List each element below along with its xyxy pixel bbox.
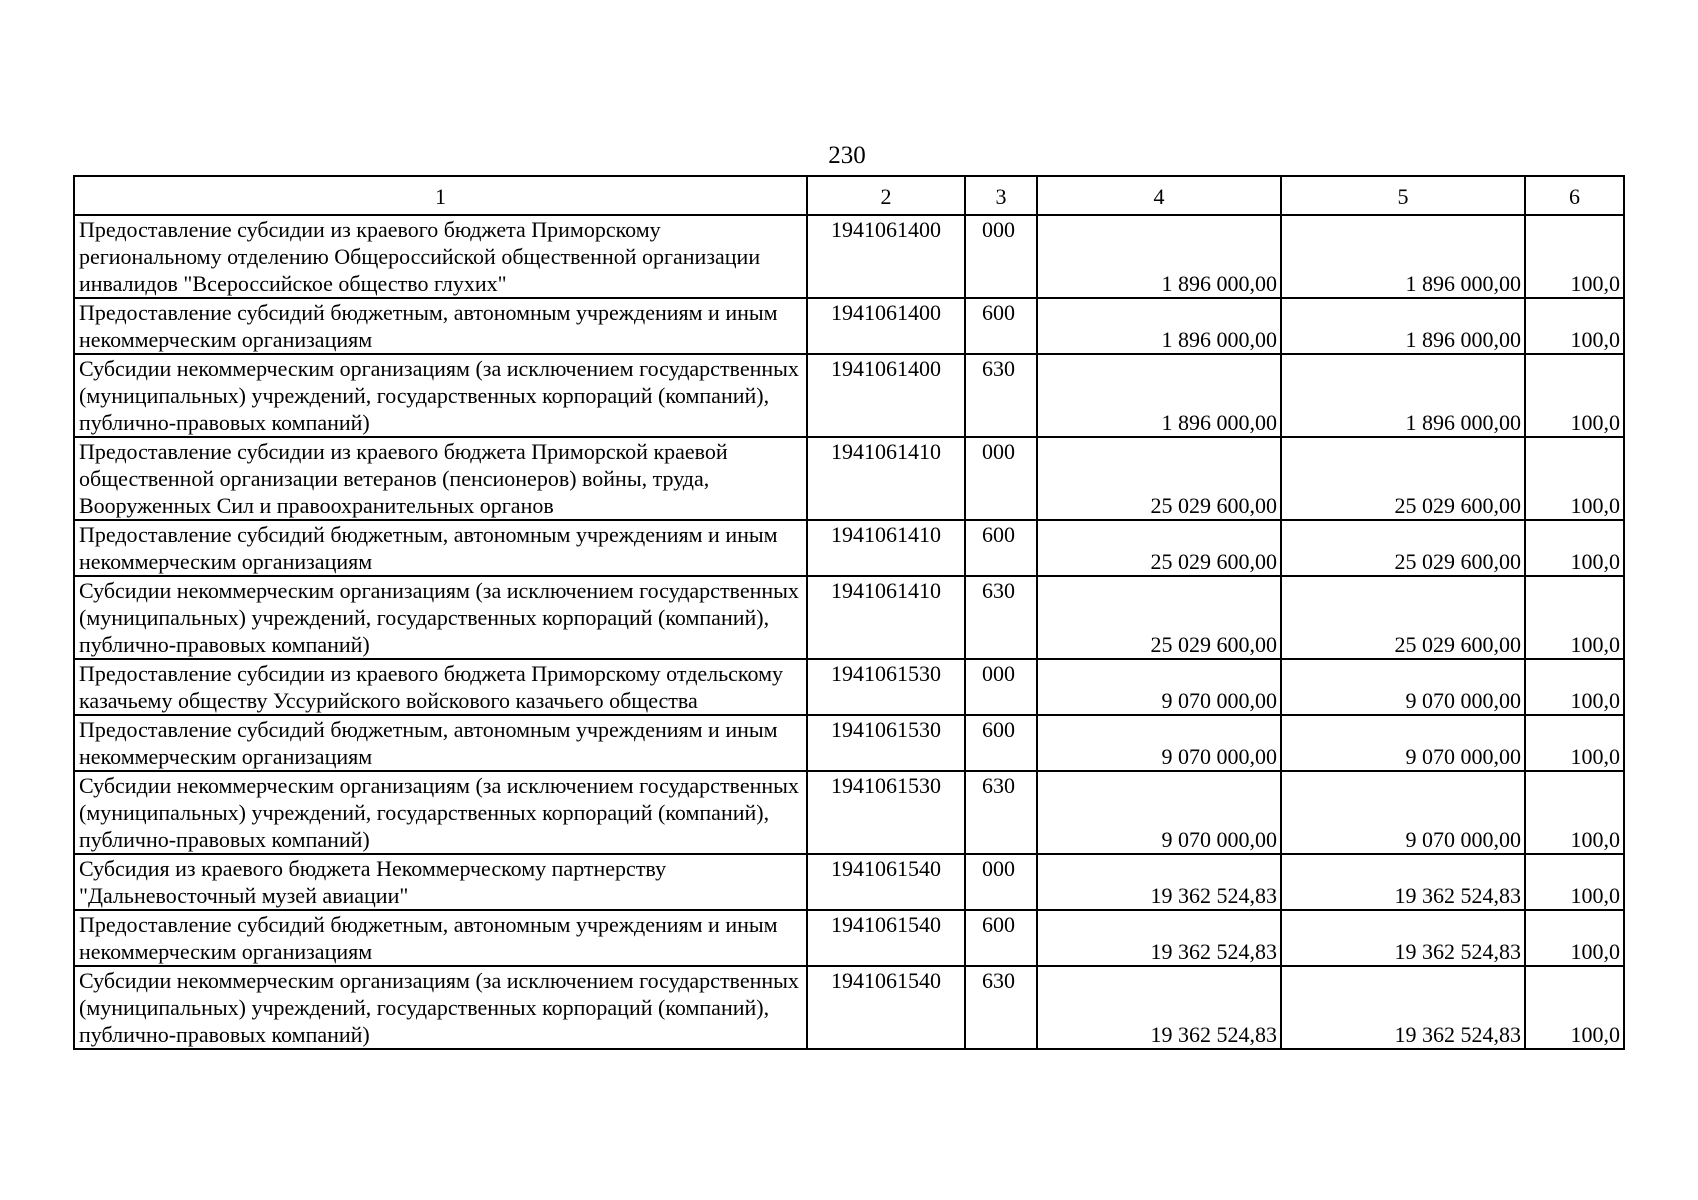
table-row	[74, 910, 1624, 966]
row-code: 1941061410	[807, 437, 965, 520]
row-name: Предоставление субсидий бюджетным, автономным учреждениям и иным некоммерческим организациям	[74, 715, 807, 771]
row-plan-amount: 1 896 000,00	[1037, 298, 1281, 354]
row-fact-amount: 9 070 000,00	[1281, 715, 1525, 771]
row-percent: 100,0	[1525, 437, 1624, 520]
row-name: Субсидии некоммерческим организациям (за исключением государственных (муниципальных) учреждений, государственных корпораций (компаний), публично-правовых компаний)	[74, 966, 807, 1049]
row-type: 600	[965, 520, 1037, 576]
row-name: Субсидии некоммерческим организациям (за исключением государственных (муниципальных) учреждений, государственных корпораций (компаний), публично-правовых компаний)	[74, 576, 807, 659]
row-name: Субсидия из краевого бюджета Некоммерческому партнерству "Дальневосточный музей авиации"	[74, 854, 807, 910]
row-code: 1941061540	[807, 910, 965, 966]
row-fact-amount: 1 896 000,00	[1281, 215, 1525, 298]
row-percent: 100,0	[1525, 520, 1624, 576]
row-percent: 100,0	[1525, 966, 1624, 1049]
row-code: 1941061540	[807, 854, 965, 910]
row-type: 630	[965, 354, 1037, 437]
row-percent: 100,0	[1525, 715, 1624, 771]
row-fact-amount: 9 070 000,00	[1281, 659, 1525, 715]
row-type: 000	[965, 659, 1037, 715]
row-plan-amount: 1 896 000,00	[1037, 215, 1281, 298]
row-plan-amount: 19 362 524,83	[1037, 854, 1281, 910]
row-name: Предоставление субсидий бюджетным, автономным учреждениям и иным некоммерческим организациям	[74, 298, 807, 354]
row-fact-amount: 9 070 000,00	[1281, 771, 1525, 854]
row-name: Предоставление субсидии из краевого бюджета Приморскому региональному отделению Общероссийской общественной организации инвалидов "Всероссийское общество глухих"	[74, 215, 807, 298]
column-header-1: 1	[74, 176, 807, 215]
table-row	[74, 771, 1624, 854]
row-code: 1941061530	[807, 715, 965, 771]
row-type: 000	[965, 437, 1037, 520]
row-fact-amount: 25 029 600,00	[1281, 520, 1525, 576]
row-code: 1941061530	[807, 659, 965, 715]
row-code: 1941061400	[807, 215, 965, 298]
row-type: 600	[965, 910, 1037, 966]
row-percent: 100,0	[1525, 576, 1624, 659]
row-fact-amount: 1 896 000,00	[1281, 354, 1525, 437]
row-plan-amount: 9 070 000,00	[1037, 659, 1281, 715]
row-percent: 100,0	[1525, 854, 1624, 910]
row-name: Предоставление субсидии из краевого бюджета Приморскому отдельскому казачьему обществу Уссурийского войскового казачьего общества	[74, 659, 807, 715]
row-name: Предоставление субсидий бюджетным, автономным учреждениям и иным некоммерческим организациям	[74, 520, 807, 576]
row-type: 600	[965, 715, 1037, 771]
row-name: Предоставление субсидий бюджетным, автономным учреждениям и иным некоммерческим организациям	[74, 910, 807, 966]
row-code: 1941061400	[807, 354, 965, 437]
row-fact-amount: 19 362 524,83	[1281, 966, 1525, 1049]
row-plan-amount: 19 362 524,83	[1037, 966, 1281, 1049]
header-row	[74, 176, 1624, 215]
column-header-2: 2	[807, 176, 965, 215]
column-header-4: 4	[1037, 176, 1281, 215]
budget-table	[73, 175, 1625, 1050]
table-row	[74, 576, 1624, 659]
row-type: 630	[965, 966, 1037, 1049]
table-row	[74, 520, 1624, 576]
row-code: 1941061530	[807, 771, 965, 854]
row-plan-amount: 25 029 600,00	[1037, 520, 1281, 576]
column-header-6: 6	[1525, 176, 1624, 215]
table-row	[74, 437, 1624, 520]
row-code: 1941061540	[807, 966, 965, 1049]
row-fact-amount: 25 029 600,00	[1281, 437, 1525, 520]
row-percent: 100,0	[1525, 298, 1624, 354]
row-fact-amount: 19 362 524,83	[1281, 854, 1525, 910]
table-row	[74, 854, 1624, 910]
row-type: 600	[965, 298, 1037, 354]
row-type: 630	[965, 576, 1037, 659]
row-name: Субсидии некоммерческим организациям (за исключением государственных (муниципальных) учреждений, государственных корпораций (компаний), публично-правовых компаний)	[74, 771, 807, 854]
row-plan-amount: 19 362 524,83	[1037, 910, 1281, 966]
row-percent: 100,0	[1525, 354, 1624, 437]
table-row	[74, 659, 1624, 715]
row-type: 630	[965, 771, 1037, 854]
page-number-text: 230	[828, 142, 866, 169]
row-plan-amount: 9 070 000,00	[1037, 715, 1281, 771]
row-type: 000	[965, 215, 1037, 298]
row-plan-amount: 1 896 000,00	[1037, 354, 1281, 437]
row-plan-amount: 25 029 600,00	[1037, 437, 1281, 520]
table-row	[74, 715, 1624, 771]
row-fact-amount: 25 029 600,00	[1281, 576, 1525, 659]
row-fact-amount: 1 896 000,00	[1281, 298, 1525, 354]
row-code: 1941061410	[807, 520, 965, 576]
column-header-5: 5	[1281, 176, 1525, 215]
row-percent: 100,0	[1525, 659, 1624, 715]
row-plan-amount: 25 029 600,00	[1037, 576, 1281, 659]
table-row	[74, 215, 1624, 298]
table-row	[74, 354, 1624, 437]
table-row	[74, 298, 1624, 354]
row-type: 000	[965, 854, 1037, 910]
row-name: Субсидии некоммерческим организациям (за исключением государственных (муниципальных) учреждений, государственных корпораций (компаний), публично-правовых компаний)	[74, 354, 807, 437]
row-name: Предоставление субсидии из краевого бюджета Приморской краевой общественной организации ветеранов (пенсионеров) войны, труда, Вооруженных Сил и правоохранительных органов	[74, 437, 807, 520]
table-row	[74, 966, 1624, 1049]
row-code: 1941061400	[807, 298, 965, 354]
row-percent: 100,0	[1525, 771, 1624, 854]
row-plan-amount: 9 070 000,00	[1037, 771, 1281, 854]
row-percent: 100,0	[1525, 215, 1624, 298]
row-percent: 100,0	[1525, 910, 1624, 966]
page-number	[0, 141, 1698, 171]
row-fact-amount: 19 362 524,83	[1281, 910, 1525, 966]
table-body	[74, 215, 1624, 1049]
row-code: 1941061410	[807, 576, 965, 659]
column-header-3: 3	[965, 176, 1037, 215]
